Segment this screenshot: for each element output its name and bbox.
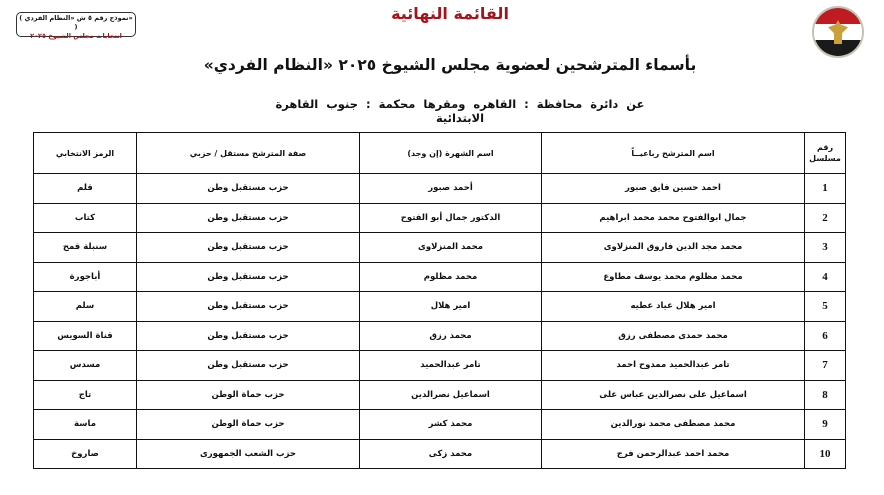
symbol-cell: أباجورة bbox=[34, 262, 137, 292]
header-full-name: اسم المترشح رباعيــاً bbox=[542, 133, 805, 174]
symbol-cell: سنبلة قمح bbox=[34, 233, 137, 263]
header-serial: رقم مسلسل bbox=[805, 133, 846, 174]
table-row bbox=[34, 351, 846, 381]
symbol-cell: صاروخ bbox=[34, 439, 137, 469]
form-number-label: ( نموذج رقم ٥ ش «النظام الفردي» ) bbox=[19, 14, 133, 31]
serial-cell: 5 bbox=[805, 292, 846, 322]
symbol-cell: كتاب bbox=[34, 203, 137, 233]
fame-name-cell: امير هلال bbox=[360, 292, 542, 322]
page-title: القائمة النهائية bbox=[391, 4, 509, 23]
table-header-row bbox=[34, 133, 846, 174]
serial-cell: 10 bbox=[805, 439, 846, 469]
fame-name-cell: محمد مظلوم bbox=[360, 262, 542, 292]
fame-name-cell: الدكتور جمال أبو الفتوح bbox=[360, 203, 542, 233]
fame-name-cell: محمد كشر bbox=[360, 410, 542, 440]
document-subtitle: بأسماء المترشحين لعضوية مجلس الشيوخ ٢٠٢٥ «النظام الفردي» bbox=[203, 56, 697, 74]
full-name-cell: امير هلال عياد عطيه bbox=[542, 292, 805, 322]
candidate-type-cell: حزب حماة الوطن bbox=[137, 410, 360, 440]
full-name-cell: اسماعيل على نصرالدين عباس على bbox=[542, 380, 805, 410]
full-name-cell: محمد مجد الدين فاروق المنزلاوى bbox=[542, 233, 805, 263]
form-number-box bbox=[16, 12, 136, 40]
serial-cell: 7 bbox=[805, 351, 846, 381]
serial-cell: 6 bbox=[805, 321, 846, 351]
full-name-cell: محمد مصطفى محمد نورالدين bbox=[542, 410, 805, 440]
table-row bbox=[34, 262, 846, 292]
table-row bbox=[34, 321, 846, 351]
fame-name-cell: محمد زكى bbox=[360, 439, 542, 469]
table-row bbox=[34, 233, 846, 263]
serial-cell: 8 bbox=[805, 380, 846, 410]
table-row bbox=[34, 174, 846, 204]
candidate-type-cell: حزب مستقبل وطن bbox=[137, 262, 360, 292]
full-name-cell: محمد احمد عبدالرحمن فرج bbox=[542, 439, 805, 469]
district-line: عن دائرة محافظة : القاهره ومقرها محكمة : جنوب القاهرة الابتدائية bbox=[275, 97, 645, 125]
serial-cell: 2 bbox=[805, 203, 846, 233]
candidates-table bbox=[33, 132, 846, 469]
serial-cell: 1 bbox=[805, 174, 846, 204]
candidate-type-cell: حزب الشعب الجمهورى bbox=[137, 439, 360, 469]
candidate-type-cell: حزب مستقبل وطن bbox=[137, 321, 360, 351]
candidate-type-cell: حزب مستقبل وطن bbox=[137, 203, 360, 233]
candidate-type-cell: حزب مستقبل وطن bbox=[137, 351, 360, 381]
emblem-icon bbox=[812, 6, 864, 58]
fame-name-cell: محمد رزق bbox=[360, 321, 542, 351]
table-row bbox=[34, 292, 846, 322]
fame-name-cell: تامر عبدالحميد bbox=[360, 351, 542, 381]
election-name-label: انتخابات مجلس الشيوخ ٢٠٢٥ bbox=[30, 32, 122, 40]
symbol-cell: سلم bbox=[34, 292, 137, 322]
fame-name-cell: محمد المنزلاوى bbox=[360, 233, 542, 263]
symbol-cell: قناة السويس bbox=[34, 321, 137, 351]
serial-cell: 4 bbox=[805, 262, 846, 292]
serial-cell: 3 bbox=[805, 233, 846, 263]
candidate-type-cell: حزب مستقبل وطن bbox=[137, 292, 360, 322]
table-row bbox=[34, 410, 846, 440]
full-name-cell: جمال ابوالفتوح محمد محمد ابراهيم bbox=[542, 203, 805, 233]
header-fame-name: اسم الشهرة (إن وجد) bbox=[360, 133, 542, 174]
symbol-cell: قلم bbox=[34, 174, 137, 204]
candidate-type-cell: حزب مستقبل وطن bbox=[137, 233, 360, 263]
full-name-cell: احمد حسين فايق صبور bbox=[542, 174, 805, 204]
symbol-cell: تاج bbox=[34, 380, 137, 410]
full-name-cell: محمد مظلوم محمد يوسف مطاوع bbox=[542, 262, 805, 292]
full-name-cell: تامر عبدالحميد ممدوح احمد bbox=[542, 351, 805, 381]
symbol-cell: مسدس bbox=[34, 351, 137, 381]
header-symbol: الرمز الانتخابي bbox=[34, 133, 137, 174]
symbol-cell: ماسة bbox=[34, 410, 137, 440]
serial-cell: 9 bbox=[805, 410, 846, 440]
table-row bbox=[34, 380, 846, 410]
fame-name-cell: اسماعيل نصرالدين bbox=[360, 380, 542, 410]
header-candidate-type: صفة المترشح مستقل / حزبي bbox=[137, 133, 360, 174]
fame-name-cell: أحمد صبور bbox=[360, 174, 542, 204]
candidate-type-cell: حزب مستقبل وطن bbox=[137, 174, 360, 204]
full-name-cell: محمد حمدى مصطفى رزق bbox=[542, 321, 805, 351]
candidate-type-cell: حزب حماة الوطن bbox=[137, 380, 360, 410]
table-row bbox=[34, 439, 846, 469]
table-row bbox=[34, 203, 846, 233]
